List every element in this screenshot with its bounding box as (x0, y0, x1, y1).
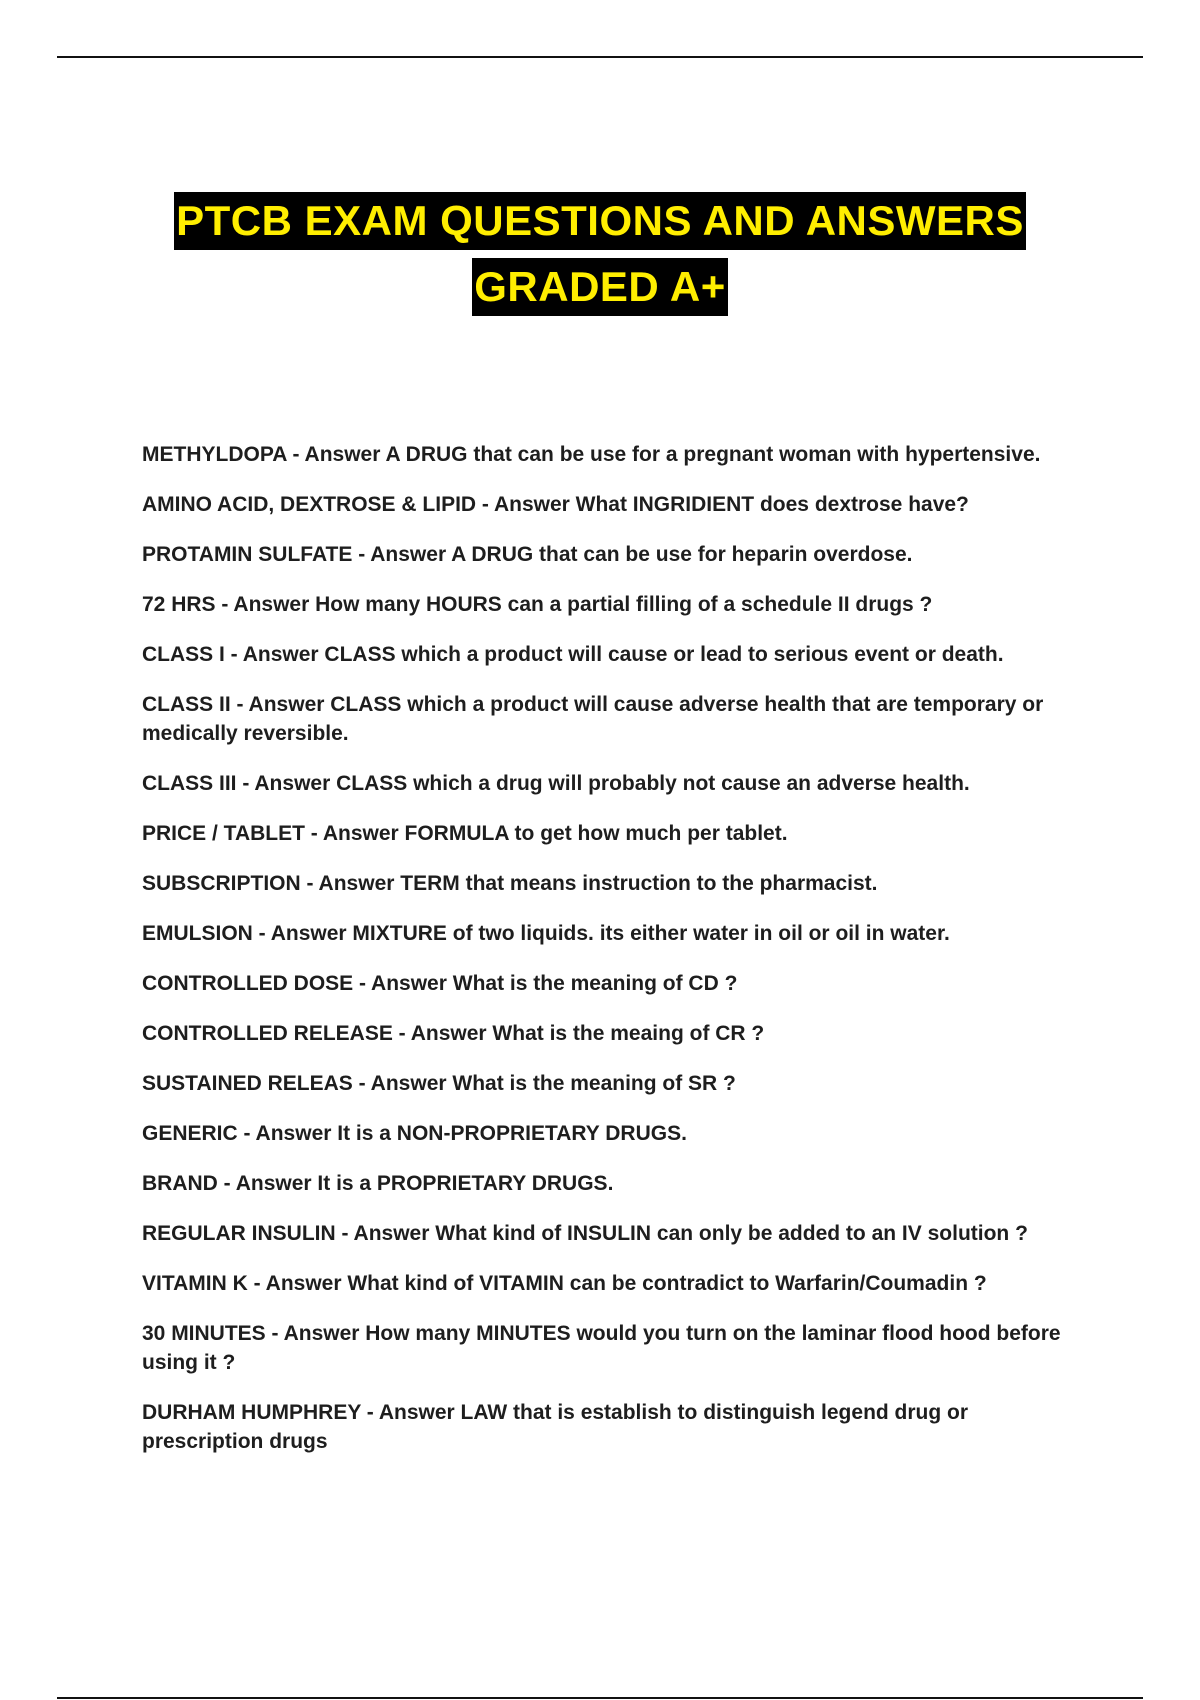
qa-item: REGULAR INSULIN - Answer What kind of INSULIN can only be added to an IV solution ? (142, 1222, 1028, 1245)
bottom-rule (57, 1697, 1143, 1699)
qa-item: AMINO ACID, DEXTROSE & LIPID - Answer What INGRIDIENT does dextrose have? (142, 493, 969, 516)
qa-item: GENERIC - Answer It is a NON-PROPRIETARY DRUGS. (142, 1122, 687, 1145)
qa-item: PRICE / TABLET - Answer FORMULA to get how much per tablet. (142, 822, 788, 845)
qa-item: PROTAMIN SULFATE - Answer A DRUG that can be use for heparin overdose. (142, 543, 913, 566)
qa-item: EMULSION - Answer MIXTURE of two liquids. its either water in oil or oil in water. (142, 922, 950, 945)
qa-item: VITAMIN K - Answer What kind of VITAMIN can be contradict to Warfarin/Coumadin ? (142, 1272, 987, 1295)
qa-list (142, 440, 1092, 1477)
qa-item: CLASS III - Answer CLASS which a drug will probably not cause an adverse health. (142, 772, 970, 795)
qa-item: CLASS II - Answer CLASS which a product will cause adverse health that are temporary or medically reversible. (142, 693, 1044, 745)
qa-item: 72 HRS - Answer How many HOURS can a partial filling of a schedule II drugs ? (142, 593, 933, 616)
qa-item: CLASS I - Answer CLASS which a product will cause or lead to serious event or death. (142, 643, 1004, 666)
document-title (0, 192, 1200, 316)
qa-item: CONTROLLED RELEASE - Answer What is the meaing of CR ? (142, 1022, 765, 1045)
qa-item: SUBSCRIPTION - Answer TERM that means instruction to the pharmacist. (142, 872, 878, 895)
title-line-1: PTCB EXAM QUESTIONS AND ANSWERS (174, 192, 1026, 250)
qa-item: CONTROLLED DOSE - Answer What is the meaning of CD ? (142, 972, 738, 995)
qa-item: METHYLDOPA - Answer A DRUG that can be use for a pregnant woman with hypertensive. (142, 443, 1041, 466)
qa-item: 30 MINUTES - Answer How many MINUTES would you turn on the laminar flood hood before using it ? (142, 1322, 1061, 1374)
qa-item: BRAND - Answer It is a PROPRIETARY DRUGS. (142, 1172, 614, 1195)
top-rule (57, 56, 1143, 58)
qa-item: SUSTAINED RELEAS - Answer What is the meaning of SR ? (142, 1072, 736, 1095)
title-line-2: GRADED A+ (472, 258, 727, 316)
qa-item: DURHAM HUMPHREY - Answer LAW that is establish to distinguish legend drug or prescription drugs (142, 1401, 969, 1453)
